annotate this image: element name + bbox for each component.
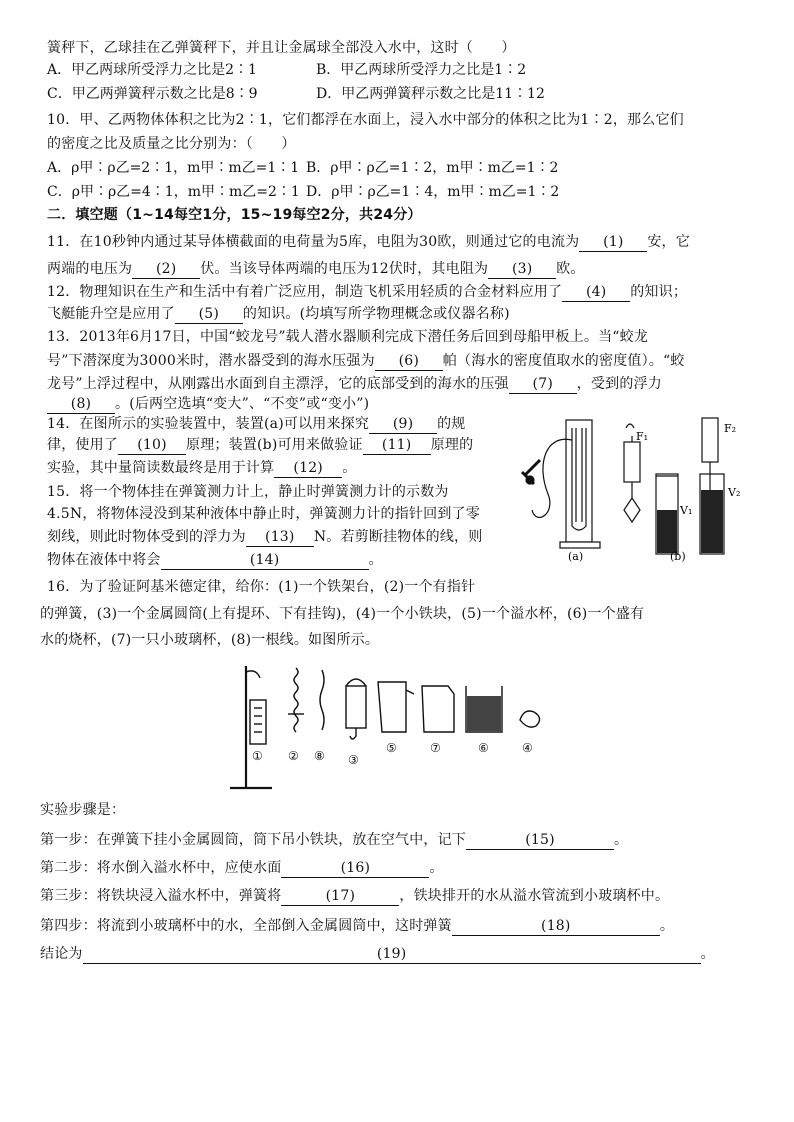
- section2-title: 二．填空题（1~14每空1分，15~19每空2分，共24分）: [47, 207, 422, 223]
- q14-text1: 14．在图所示的实验装置中，装置(a)可以用来探究: [47, 416, 370, 432]
- blank-19[interactable]: (19): [83, 946, 701, 964]
- beaker-water: [467, 696, 501, 731]
- q10-line1: 10．甲、乙两物体体积之比为2∶1，它们都浮在水面上，浸入水中部分的体积之比为1∶2，那么它们: [47, 112, 684, 128]
- water-fill: [657, 490, 723, 553]
- q11-text2: 安，它: [647, 234, 690, 250]
- q10-option-a: A．ρ甲∶ρ乙=2∶1，m甲∶m乙=1∶1: [47, 160, 300, 176]
- q14-text5: 原理的: [430, 437, 474, 453]
- blank-1[interactable]: (1): [579, 234, 647, 252]
- q13-line4: [47, 394, 768, 414]
- conclusion: [40, 944, 768, 964]
- q15-text4: N。若剪断挂物体的线，则: [313, 529, 483, 545]
- blank-11[interactable]: (11): [363, 437, 431, 455]
- q14-text4: 原理；装置(b)可用来做验证: [186, 437, 363, 453]
- q12-line1: [47, 282, 768, 302]
- step2-text: 第二步：将水倒入溢水杯中，应使水面: [40, 860, 282, 876]
- blank-5[interactable]: (5): [175, 306, 243, 324]
- q15-line1: 15．将一个物体挂在弹簧测力计上，静止时弹簧测力计的示数为: [47, 484, 449, 500]
- blank-4[interactable]: (4): [562, 284, 630, 302]
- label-8: ⑧: [314, 749, 325, 763]
- blank-14[interactable]: (14): [161, 552, 369, 570]
- q13-line1: 13．2013年6月17日，中国“蛟龙号”载人潜水器顺利完成下潜任务后回到母船甲板上。当“蛟龙: [47, 329, 649, 345]
- q15-text3: 刻线，则此时物体受到的浮力为: [47, 529, 246, 545]
- q11-line1: [47, 232, 768, 252]
- label-3: ③: [348, 753, 359, 767]
- label-v2: V₂: [728, 486, 741, 499]
- q12-text4: 的知识。(均填写所学物理概念或仪器名称): [242, 306, 510, 322]
- q11-text5: 欧。: [556, 261, 585, 277]
- step-2: [40, 858, 768, 878]
- blank-10[interactable]: (10): [118, 437, 186, 455]
- blank-9[interactable]: (9): [369, 416, 437, 434]
- blank-6[interactable]: (6): [375, 353, 443, 371]
- label-4: ④: [522, 741, 533, 755]
- q12-text2: 的知识；: [630, 284, 688, 300]
- q13-text4: 龙号”上浮过程中，从刚露出水面到自主漂浮，它的底部受到的海水的压强: [47, 376, 509, 392]
- spring-with-pointer: [288, 668, 304, 732]
- q9-option-a: A．甲乙两球所受浮力之比是2∶1: [47, 62, 257, 78]
- step3-text: 第三步：将铁块浸入溢水杯中，弹簧将: [40, 888, 282, 904]
- q11-line2: [47, 259, 768, 279]
- q16-line1: 16．为了验证阿基米德定律，给你：(1)一个铁架台，(2)一个有指针: [47, 579, 476, 595]
- q12-line2: [47, 304, 768, 324]
- label-v1: V₁: [680, 504, 693, 517]
- step1-text: 第一步：在弹簧下挂小金属圆筒，筒下吊小铁块，放在空气中，记下: [40, 832, 466, 848]
- q10-option-c: C．ρ甲∶ρ乙=4∶1，m甲∶m乙=2∶1: [47, 184, 300, 200]
- blank-7[interactable]: (7): [509, 376, 577, 394]
- q13-text6: 。(后两空选填“变大”、“不变”或“变小”): [115, 396, 370, 412]
- step-3: [40, 886, 768, 906]
- metal-cylinder: [346, 679, 366, 739]
- q15-text5: 物体在液体中将会: [47, 552, 161, 568]
- q16-line2: 的弹簧，(3)一个金属圆筒(上有提环、下有挂钩)，(4)一个小铁块，(5)一个溢水杯，(6)一个盛有: [40, 606, 645, 622]
- q14-text3: 律，使用了: [47, 437, 118, 453]
- blank-18[interactable]: (18): [452, 918, 660, 936]
- q12-text3: 飞艇能升空是应用了: [47, 306, 175, 322]
- q11-text1: 11．在10秒钟内通过某导体横截面的电荷量为5库，电阻为30欧，则通过它的电流为: [47, 234, 580, 250]
- blank-16[interactable]: (16): [281, 860, 429, 878]
- blank-2[interactable]: (2): [132, 261, 200, 279]
- step2-end: 。: [429, 860, 444, 876]
- label-1: ①: [252, 749, 263, 763]
- steps-title: 实验步骤是：: [40, 802, 126, 818]
- q13-text3: 帕（海水的密度值取水的密度值）。“蛟: [442, 353, 685, 369]
- step-1: [40, 830, 768, 850]
- q10-option-b: B．ρ甲∶ρ乙=1∶2，m甲∶m乙=1∶2: [306, 160, 559, 176]
- blank-13[interactable]: (13): [246, 529, 314, 547]
- blank-17[interactable]: (17): [281, 888, 399, 906]
- q13-text5: ，受到的浮力: [576, 376, 662, 392]
- figure-ab: [516, 414, 774, 564]
- manometer-a: [522, 420, 600, 548]
- q9-option-b: B．甲乙两球所受浮力之比是1∶2: [316, 62, 527, 78]
- q16-line3: 水的烧杯，(7)一只小玻璃杯，(8)一根线。如图所示。: [40, 632, 380, 648]
- q14-text6: 实验，其中量筒读数最终是用于计算: [47, 460, 275, 476]
- blank-8[interactable]: (8): [47, 396, 115, 414]
- q9-tail: 簧秤下，乙球挂在乙弹簧秤下，并且让金属球全部没入水中，这时（ ）: [47, 40, 516, 56]
- label-7: ⑦: [430, 741, 441, 755]
- q13-line3: [47, 374, 768, 394]
- label-5: ⑤: [386, 741, 397, 755]
- label-2: ②: [288, 749, 299, 763]
- step4-end: 。: [659, 918, 675, 934]
- q10-option-d: D．ρ甲∶ρ乙=1∶4，m甲∶m乙=1∶2: [306, 184, 560, 200]
- overflow-cup: [378, 682, 414, 732]
- blank-12[interactable]: (12): [274, 460, 342, 478]
- q14-text7: 。: [342, 460, 357, 476]
- label-a: (a): [568, 550, 584, 563]
- step1-end: 。: [614, 832, 629, 848]
- iron-block: [520, 711, 540, 727]
- label-f2: F₂: [724, 422, 737, 435]
- q13-text2: 号”下潜深度为3000米时，潜水器受到的海水压强为: [47, 353, 375, 369]
- figure-items: [226, 660, 556, 790]
- label-f1: F₁: [636, 430, 649, 443]
- q13-line2: [47, 351, 768, 371]
- step4-text: 第四步：将流到小玻璃杯中的水，全部倒入金属圆筒中，这时弹簧: [40, 918, 452, 934]
- q9-option-d: D．甲乙两弹簧秤示数之比是11∶12: [316, 86, 545, 102]
- conclusion-label: 结论为: [40, 946, 83, 962]
- q9-option-c: C．甲乙两弹簧秤示数之比是8∶9: [47, 86, 258, 102]
- q15-text6: 。: [368, 552, 383, 568]
- q11-text3: 两端的电压为: [47, 261, 133, 277]
- q14-text2: 的规: [437, 416, 466, 432]
- q15-line2: 4.5N，将物体浸没到某种液体中静止时，弹簧测力计的指针回到了零: [47, 506, 480, 522]
- step-4: [40, 916, 768, 936]
- q10-line2: 的密度之比及质量之比分别为：（ ）: [47, 136, 296, 152]
- step3-text2: ，铁块排开的水从溢水管流到小玻璃杯中。: [399, 888, 670, 904]
- conclusion-end: 。: [700, 946, 715, 962]
- small-glass: [422, 686, 454, 732]
- thread: [320, 670, 324, 730]
- q12-text1: 12．物理知识在生产和生活中有着广泛应用，制造飞机采用轻质的合金材料应用了: [47, 284, 563, 300]
- label-6: ⑥: [478, 741, 489, 755]
- iron-stand: [230, 666, 272, 788]
- q11-text4: 伏。当该导体两端的电压为12伏时，其电阻为: [200, 261, 489, 277]
- blank-3[interactable]: (3): [488, 261, 556, 279]
- blank-15[interactable]: (15): [466, 832, 614, 850]
- label-b: (b): [670, 550, 686, 563]
